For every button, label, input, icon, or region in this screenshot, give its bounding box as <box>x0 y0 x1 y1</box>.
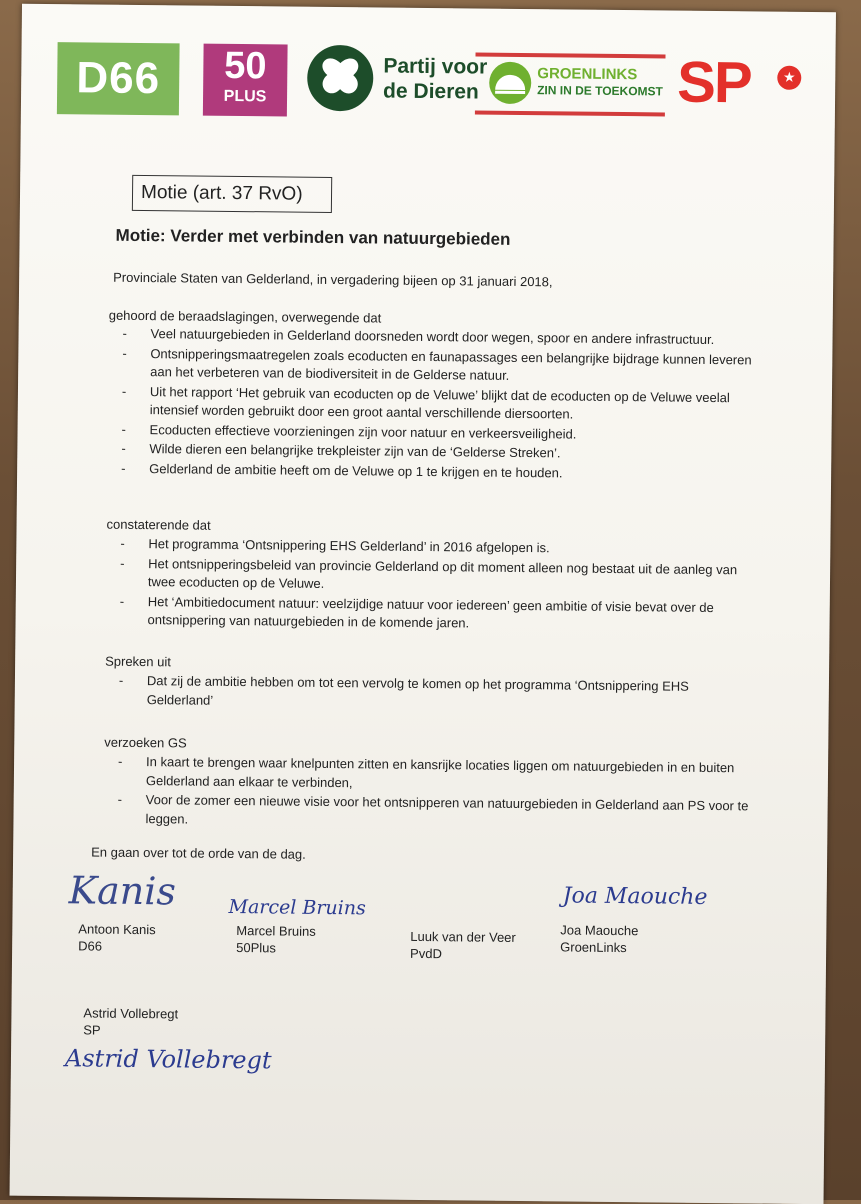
groenlinks-logo <box>475 52 666 116</box>
signer-party: D66 <box>78 938 103 954</box>
motie-label-box: Motie (art. 37 RvO) <box>132 175 332 213</box>
signer-vollebregt <box>83 1004 178 1039</box>
signature-maouche: Joa Maouche <box>562 883 708 910</box>
list-item: - Het ‘Ambitiedocument natuur: veelzijdige natuur voor iedereen’ geen ambitie of visie bevat over de ontsnippering van natuurgebieden in de komende jaren. <box>111 592 761 636</box>
signer-maouche <box>560 921 638 956</box>
section-heading-constaterende: constaterende dat <box>106 516 211 533</box>
list-item: - Uit het rapport ‘Het gebruik van ecoducten op de Veluwe’ blijkt dat de ecoducten op de Veluwe veelal intensief worden gebruikt door een groot aantal verschillende diersoorten. <box>114 382 754 426</box>
signer-party: SP <box>83 1022 101 1038</box>
bullet-list-overwegende <box>113 325 755 486</box>
list-item: - Het ontsnipperingsbeleid van provincie Gelderland op dit moment alleen nog bestaat uit de aanleg van twee ecoducten op de Veluwe. <box>112 554 762 598</box>
signer-name: Luuk van der Veer <box>410 928 516 945</box>
groenlinks-name: GROENLINKS <box>537 65 638 84</box>
section-heading-verzoeken: verzoeken GS <box>104 734 187 751</box>
list-item: - Dat zij de ambitie hebben om tot een vervolg te komen op het programma ‘Ontsnippering EHS Gelderland’ <box>111 672 751 716</box>
sp-logo: SP <box>676 49 751 116</box>
signer-name: Astrid Vollebregt <box>83 1005 179 1022</box>
list-item: - Gelderland de ambitie heeft om de Veluwe op 1 te krijgen en te houden. <box>113 459 753 484</box>
signer-party: 50Plus <box>236 940 276 956</box>
d66-logo: D66 <box>57 42 180 115</box>
signer-party: PvdD <box>410 945 442 962</box>
motie-title: Motie: Verder met verbinden van natuurgebieden <box>115 225 511 249</box>
list-item: - Veel natuurgebieden in Gelderland doorsneden wordt door wegen, spoor en andere infrastructuur. <box>114 325 754 350</box>
list-item: - Het programma ‘Ontsnippering EHS Gelderland’ in 2016 afgelopen is. <box>112 535 762 560</box>
signature-vollebregt: Astrid Vollebregt <box>64 1044 272 1075</box>
signature-kanis: Kanis <box>68 868 177 914</box>
signer-kanis <box>78 920 156 955</box>
intro-line: Provinciale Staten van Gelderland, in vergadering bijeen op 31 januari 2018, <box>113 269 553 290</box>
party-logos <box>21 28 836 129</box>
pvdd-line-2: de Dieren <box>383 79 479 104</box>
pvdd-butterfly-icon <box>305 43 376 114</box>
closing-line: En gaan over tot de orde van de dag. <box>91 844 306 862</box>
list-item: - In kaart te brengen waar knelpunten zitten en kansrijke locaties liggen om natuurgebieden in en buiten Gelderland aan elkaar te verbinden, <box>110 753 760 797</box>
signer-name: Marcel Bruins <box>236 923 316 939</box>
section-heading-overwegende: gehoord de beraadslagingen, overwegende dat <box>108 307 382 326</box>
list-item: - Ontsnipperingsmaatregelen zoals ecoducten en faunapassages een belangrijke bijdrage kunnen leveren aan het verbeteren van de biodiversiteit in de Gelderse natuur. <box>114 344 754 388</box>
50plus-logo <box>203 44 288 117</box>
signer-name: Antoon Kanis <box>78 921 156 938</box>
pvdd-line-1: Partij voor <box>383 54 488 79</box>
50plus-number: 50 <box>224 44 267 88</box>
signer-bruins <box>236 922 316 957</box>
bullet-list-verzoeken <box>109 753 760 836</box>
signer-party: GroenLinks <box>560 939 627 956</box>
groenlinks-tagline: ZIN IN DE TOEKOMST <box>537 83 664 99</box>
document-paper <box>10 4 836 1204</box>
section-heading-spreken-uit: Spreken uit <box>105 653 171 670</box>
list-item: - Ecoducten effectieve voorzieningen zijn voor natuur en verkeersveiligheid. <box>113 420 753 445</box>
list-item: - Voor de zomer een nieuwe visie voor het ontsnipperen van natuurgebieden in Gelderland aan PS voor te leggen. <box>109 791 759 835</box>
bullet-list-spreken-uit <box>111 672 751 717</box>
signer-van-der-veer <box>410 928 516 963</box>
50plus-text: PLUS <box>223 87 267 106</box>
signer-name: Joa Maouche <box>560 922 639 939</box>
list-item: - Wilde dieren een belangrijke trekpleister zijn van de ‘Gelderse Streken’. <box>113 440 753 465</box>
sunrise-icon <box>487 60 533 106</box>
signature-bruins: Marcel Bruins <box>228 895 366 920</box>
bullet-list-constaterende <box>111 535 762 637</box>
tomato-icon: ★ <box>777 66 801 90</box>
